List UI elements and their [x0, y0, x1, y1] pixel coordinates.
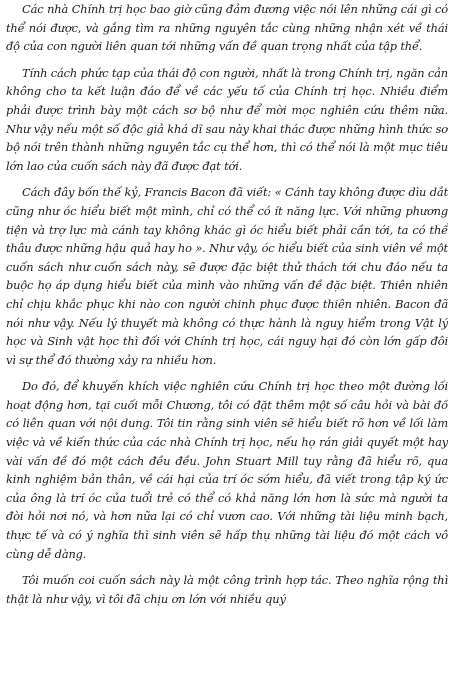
paragraph-5: Tôi muốn coi cuốn sách này là một công trình hợp tác. Theo nghĩa rộng thì thật là như vậy, vì tôi đã chịu ơn lớn với nhiều quý: [6, 573, 448, 606]
paragraph-2: Tính cách phức tạp của thái độ con người, nhất là trong Chính trị, ngăn cản không cho ta kết luận đáo để về các yếu tố của Chính trị học. Nhiều điểm phải được trình bày một cách sơ bộ như để mời mọc nghiên cứu thêm nữa. Như vậy nếu một số độc giả khá dĩ sau này khai thác được những hình thức sơ bộ nói trên thành những nguyên tắc cụ thể hơn, thì có thể nói là một mục tiêu lớn lao của cuốn sách này đã được đạt tới.: [6, 65, 448, 173]
paragraph-1: Các nhà Chính trị học bao giờ cũng đảm đương việc nói lên những cái gì có thể nói được, và gắng tìm ra những nguyên tắc cùng những nhận xét về thái độ của con người liên quan tới những vấn đề quan trọng nhất của tập thể.: [6, 2, 448, 54]
paragraph-3: Cách đây bốn thế kỷ, Francis Bacon đã viết: « Cánh tay không được dìu dắt cũng như óc hiểu biết một mình, chỉ có thể có ít năng lực. Với những phương tiện và trợ lực mà cánh tay không khác gì óc hiểu biết phải cần tới, ta có thể thâu được những hậu quả hay ho ». Như vậy, óc hiểu biết của sinh viên về một cuốn sách như cuốn sách này, sẽ được đặc biệt thử thách tới chu đáo nếu ta buộc họ áp dụng hiểu biết của mình vào những vấn đề đặc biệt. Thiên nhiên chỉ chịu khắc phục khi nào con người chinh phục được thiên nhiên. Bacon đã nói như vậy. Nếu lý thuyết mà không có thực hành là nguy hiểm trong Vật lý học và Sinh vật học thì đối với Chính trị học, cái nguy hại đó còn lớn gấp đôi vì sự thể đó thường xảy ra nhiều hơn.: [6, 185, 448, 367]
document-page: [6, 0, 448, 696]
paragraph-4: Do đó, để khuyến khích việc nghiên cứu Chính trị học theo một đường lối hoạt động hơn, tại cuối mỗi Chương, tôi có đặt thêm một số câu hỏi và bài đố có liên quan với nội dung. Tôi tin rằng sinh viên sẽ hiểu biết rõ hơn về lối làm việc và về kiến thức của các nhà Chính trị học, nếu họ rán giải quyết một hay vài vấn đề đó một cách đều đều. John Stuart Mill tuy rằng đã hiểu rõ, qua kinh nghiệm bản thân, về cái hại của trí óc sớm hiểu, đã viết trong tập ký ức của ông là trí óc của tuổi trẻ có thể có khả năng lớn hơn là sức mà người ta đòi hỏi nơi nó, và hơn nữa lại có chỉ vươn cao. Với những tài liệu minh bạch, thực tế và có ý nghĩa thì sinh viên sẽ hấp thụ những tài liệu đó một cách vô cùng dễ dàng.: [6, 379, 448, 561]
